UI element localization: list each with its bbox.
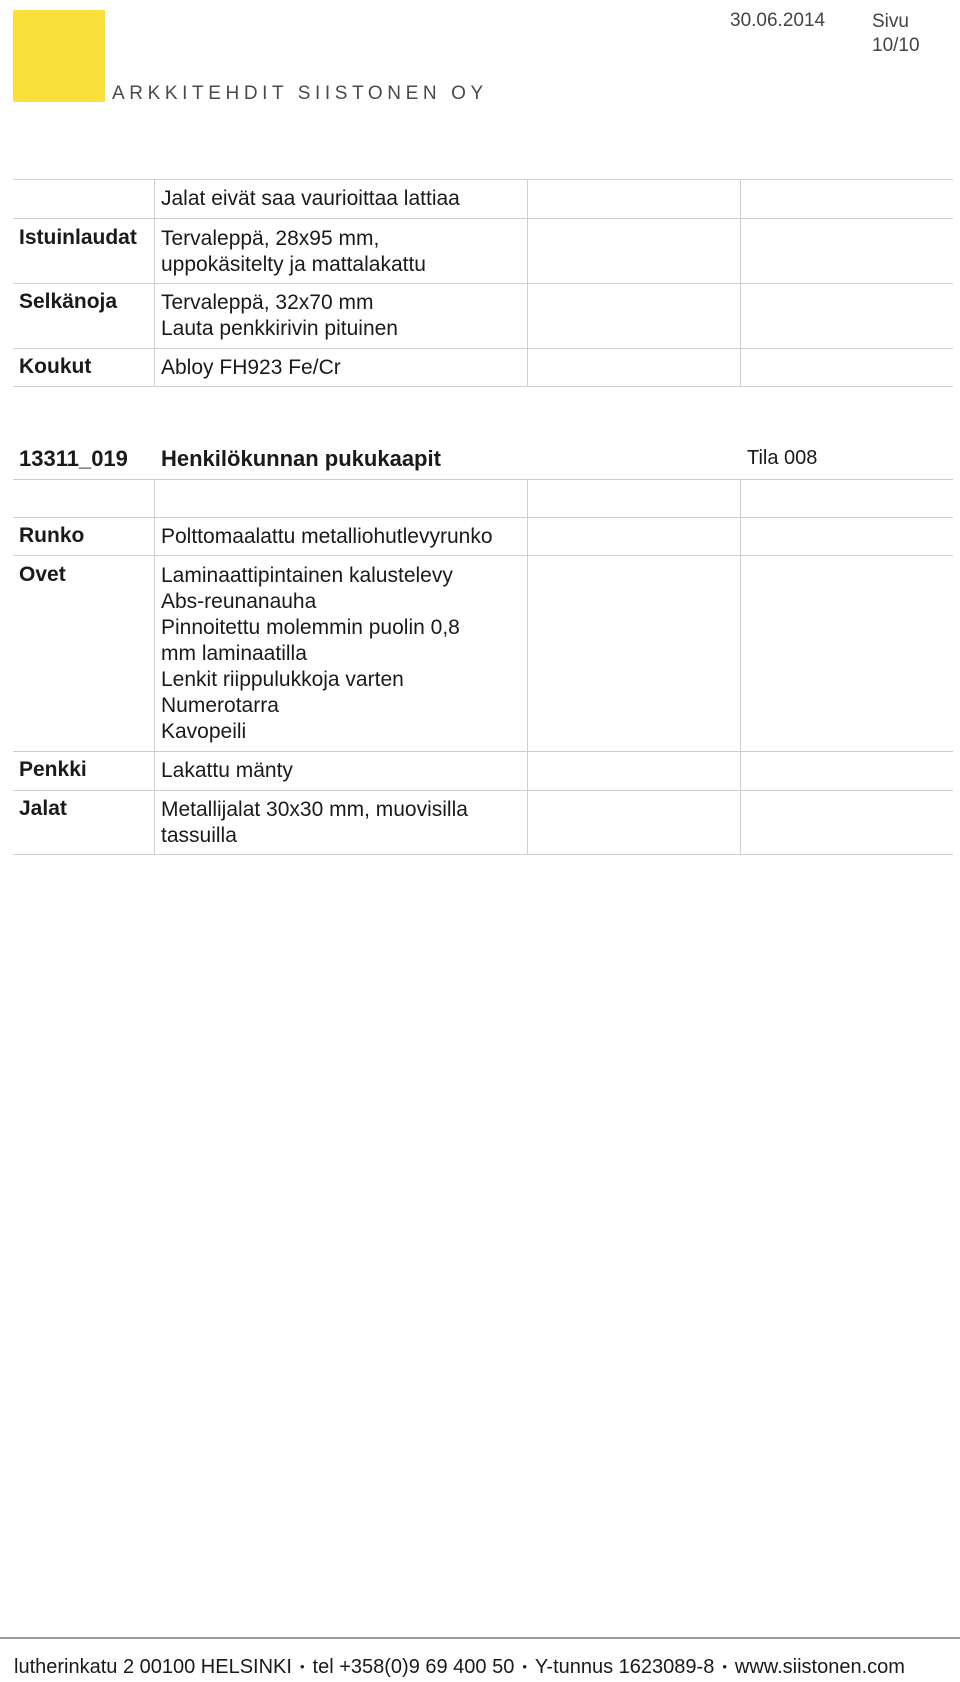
table-column-divider: [740, 179, 741, 386]
table-column-divider: [740, 479, 741, 854]
bullet-separator: •: [299, 1659, 305, 1674]
row-text: Lenkit riippulukkoja varten: [161, 668, 404, 691]
row-text: Jalat eivät saa vaurioittaa lattiaa: [161, 187, 460, 210]
row-text: Lakattu mänty: [161, 759, 293, 782]
row-text: Tervaleppä, 32x70 mm: [161, 291, 374, 314]
table-row: [161, 758, 521, 784]
table-row: [161, 290, 521, 342]
footer-divider: [0, 1637, 960, 1639]
row-text: Abloy FH923 Fe/Cr: [161, 356, 341, 379]
row-text: Abs-reunanauha: [161, 590, 317, 613]
row-label: Ovet: [19, 563, 66, 586]
page-number: 10/10: [872, 35, 920, 56]
row-text: Tervaleppä, 28x95 mm,: [161, 227, 380, 250]
row-text: Numerotarra: [161, 694, 279, 717]
row-label: Koukut: [19, 355, 92, 378]
row-text: Laminaattipintainen kalustelevy: [161, 564, 453, 587]
company-logo-square: [13, 10, 105, 102]
section-room: Tila 008: [747, 447, 818, 469]
row-label: Runko: [19, 524, 85, 547]
page-label: Sivu: [872, 11, 909, 32]
row-text: Kavopeili: [161, 720, 247, 743]
table-column-divider: [527, 479, 528, 854]
row-label: Penkki: [19, 758, 87, 781]
bullet-separator: •: [522, 1659, 527, 1674]
footer-business-id: Y-tunnus 1623089-8: [534, 1656, 715, 1678]
row-text: mm laminaatilla: [161, 642, 307, 665]
row-text: tassuilla: [161, 824, 237, 847]
company-name: ARKKITEHDIT SIISTONEN OY: [112, 83, 488, 104]
table-row: [161, 186, 521, 212]
footer-website-link[interactable]: www.siistonen.com: [734, 1656, 905, 1678]
table-column-divider: [154, 179, 155, 386]
table-row: [161, 226, 521, 278]
row-label: Jalat: [19, 797, 67, 820]
section-title: Henkilökunnan pukukaapit: [161, 446, 441, 471]
table-row: [161, 524, 521, 550]
table-row: [161, 563, 521, 745]
footer: [14, 1656, 905, 1679]
table-row: [161, 797, 521, 849]
table-column-divider: [527, 179, 528, 386]
row-text: Lauta penkkirivin pituinen: [161, 317, 398, 340]
table-divider: [13, 854, 953, 855]
table-column-divider: [154, 479, 155, 854]
page-indicator: [872, 10, 920, 58]
footer-phone: tel +358(0)9 69 400 50: [312, 1656, 515, 1678]
section-code: 13311_019: [19, 446, 128, 471]
row-text: Metallijalat 30x30 mm, muovisilla: [161, 798, 468, 821]
row-text: uppokäsitelty ja mattalakattu: [161, 253, 426, 276]
footer-address: lutherinkatu 2 00100 HELSINKI: [14, 1656, 292, 1678]
row-label: Selkänoja: [19, 290, 118, 313]
row-text: Polttomaalattu metalliohutlevyrunko: [161, 525, 493, 548]
bullet-separator: •: [722, 1659, 727, 1674]
table-row: [161, 355, 521, 381]
row-label: Istuinlaudat: [19, 226, 137, 249]
table-divider: [13, 386, 953, 387]
document-date: 30.06.2014: [730, 10, 826, 31]
row-text: Pinnoitettu molemmin puolin 0,8: [161, 616, 460, 639]
